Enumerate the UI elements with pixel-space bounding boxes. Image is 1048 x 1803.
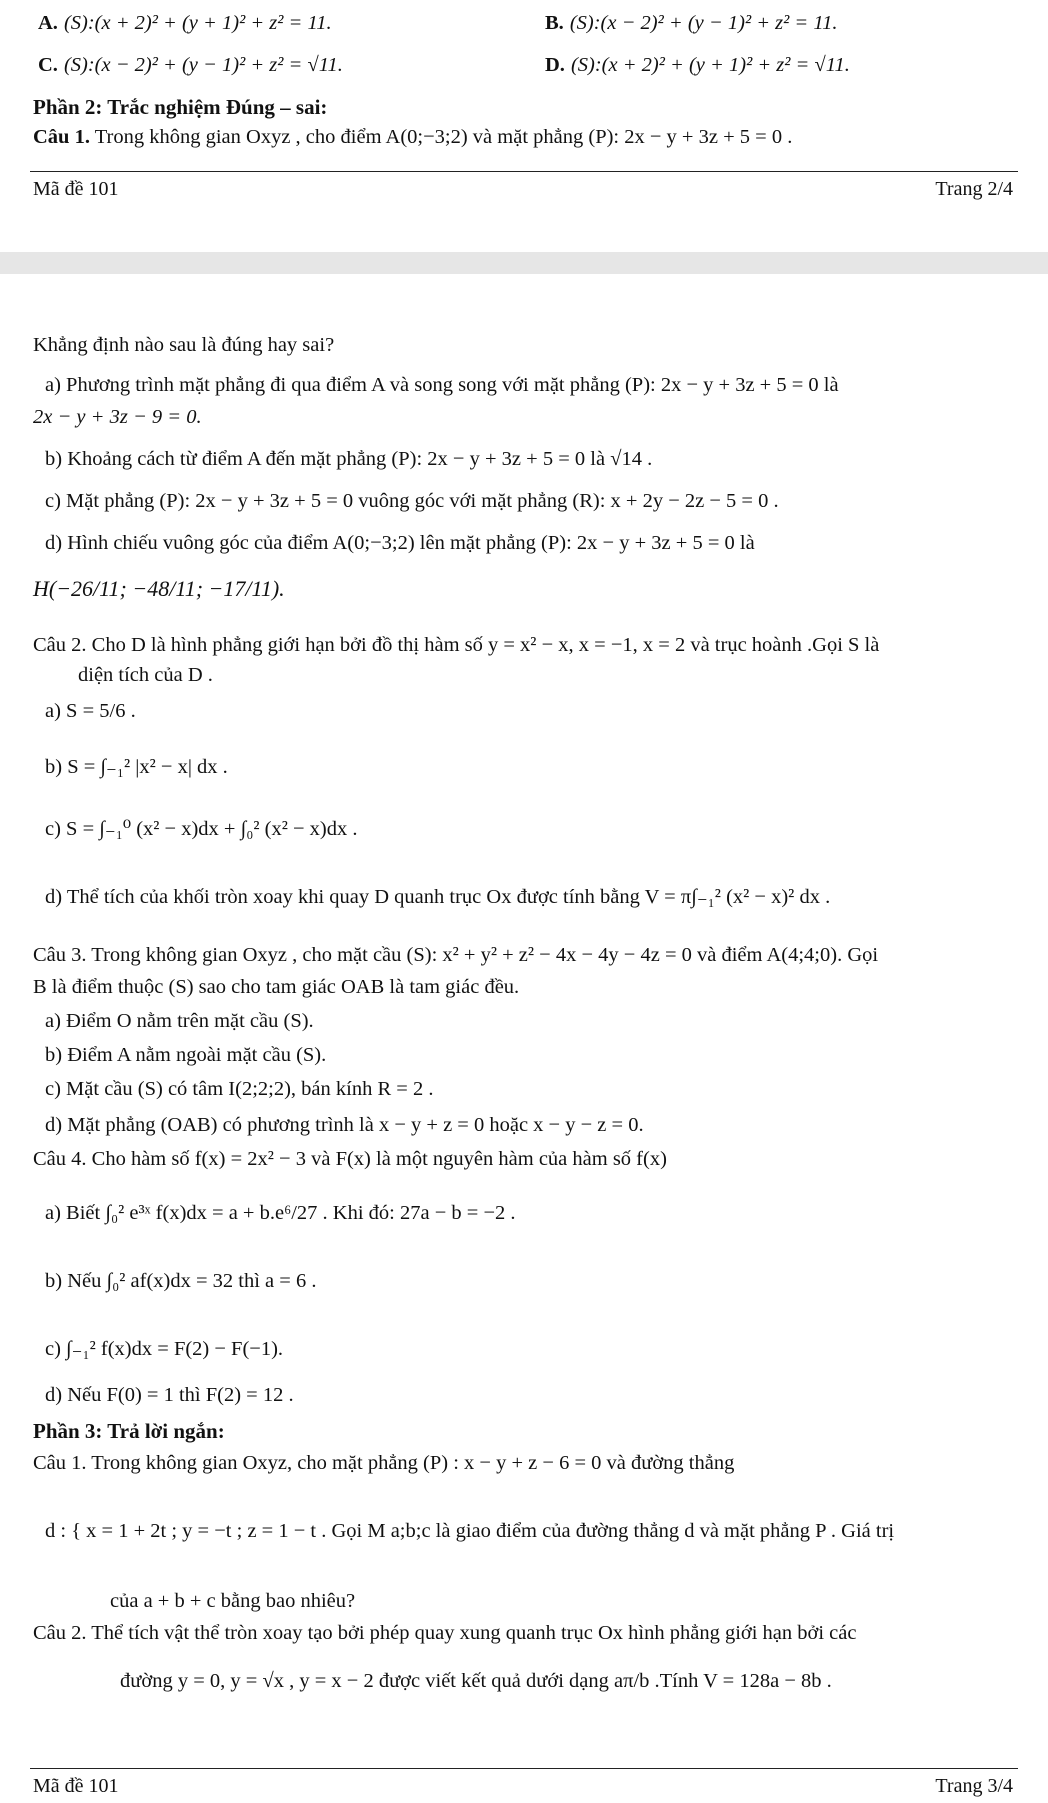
question-2: Câu 2. Cho D là hình phẳng giới hạn bởi đồ thị hàm số y = x² − x, x = −1, x = 2 và trục hoành .Gọi S là <box>33 634 880 656</box>
q1-prompt: Khẳng định nào sau là đúng hay sai? <box>33 334 335 356</box>
q2-statement-c: c) S = ∫₋₁⁰ (x² − x)dx + ∫₀² (x² − x)dx . <box>45 818 358 840</box>
part3-question-2-cont: đường y = 0, y = √x , y = x − 2 được viết kết quả dưới dạng aπ/b .Tính V = 128a − 8b . <box>120 1670 832 1692</box>
option-a: A. (S):(x + 2)² + (y + 1)² + z² = 11. <box>38 12 332 34</box>
q3-statement-a: a) Điểm O nằm trên mặt cầu (S). <box>45 1010 314 1032</box>
page-gap <box>0 252 1048 274</box>
page-2-bottom <box>0 0 1048 252</box>
q4-statement-c: c) ∫₋₁² f(x)dx = F(2) − F(−1). <box>45 1338 284 1360</box>
footer-rule <box>30 1768 1018 1769</box>
question-1: Câu 1. Trong không gian Oxyz , cho điểm A(0;−3;2) và mặt phẳng (P): 2x − y + 3z + 5 = 0 . <box>33 126 793 148</box>
question-3-cont: B là điểm thuộc (S) sao cho tam giác OAB là tam giác đều. <box>33 976 520 998</box>
question-2-cont: diện tích của D . <box>78 664 213 686</box>
q3-statement-b: b) Điểm A nằm ngoài mặt cầu (S). <box>45 1044 327 1066</box>
q2-statement-a: a) S = 5/6 . <box>45 700 136 722</box>
q3-statement-d: d) Mặt phẳng (OAB) có phương trình là x − y + z = 0 hoặc x − y − z = 0. <box>45 1114 644 1136</box>
q1-statement-c: c) Mặt phẳng (P): 2x − y + 3z + 5 = 0 vuông góc với mặt phẳng (R): x + 2y − 2z − 5 = 0 . <box>45 490 779 512</box>
option-d: D. (S):(x + 2)² + (y + 1)² + z² = √11. <box>545 54 850 76</box>
option-b: B. (S):(x − 2)² + (y − 1)² + z² = 11. <box>545 12 838 34</box>
part3-question-1-cont: của a + b + c bằng bao nhiêu? <box>110 1590 356 1612</box>
q4-statement-d: d) Nếu F(0) = 1 thì F(2) = 12 . <box>45 1384 294 1406</box>
q4-statement-b: b) Nếu ∫₀² af(x)dx = 32 thì a = 6 . <box>45 1270 317 1292</box>
q2-statement-b: b) S = ∫₋₁² |x² − x| dx . <box>45 756 228 778</box>
option-c: C. (S):(x − 2)² + (y − 1)² + z² = √11. <box>38 54 343 76</box>
part3-heading: Phần 3: Trả lời ngắn: <box>33 1419 225 1443</box>
part2-heading: Phần 2: Trắc nghiệm Đúng – sai: <box>33 95 328 119</box>
q1-statement-a-cont: 2x − y + 3z − 9 = 0. <box>33 406 202 428</box>
part3-question-1-line: d : { x = 1 + 2t ; y = −t ; z = 1 − t . Gọi M a;b;c là giao điểm của đường thẳng d và mặt phẳng P . Giá trị <box>45 1520 895 1542</box>
part3-question-1: Câu 1. Trong không gian Oxyz, cho mặt phẳng (P) : x − y + z − 6 = 0 và đường thẳng <box>33 1452 735 1474</box>
q1-statement-a: a) Phương trình mặt phẳng đi qua điểm A và song song với mặt phẳng (P): 2x − y + 3z + 5 = 0 là <box>45 374 839 396</box>
q4-statement-a: a) Biết ∫₀² e³ˣ f(x)dx = a + b.e⁶/27 . Khi đó: 27a − b = −2 . <box>45 1202 516 1224</box>
footer-code: Mã đề 101 <box>33 1775 119 1797</box>
footer-rule <box>30 171 1018 172</box>
footer-page: Trang 2/4 <box>935 178 1013 200</box>
question-4: Câu 4. Cho hàm số f(x) = 2x² − 3 và F(x) là một nguyên hàm của hàm số f(x) <box>33 1148 667 1170</box>
q1-statement-d-cont: H(−26/11; −48/11; −17/11). <box>33 576 285 601</box>
footer-code: Mã đề 101 <box>33 178 119 200</box>
q1-statement-d: d) Hình chiếu vuông góc của điểm A(0;−3;2) lên mặt phẳng (P): 2x − y + 3z + 5 = 0 là <box>45 532 755 554</box>
part3-question-2: Câu 2. Thể tích vật thể tròn xoay tạo bởi phép quay xung quanh trục Ox hình phẳng giới hạn bởi các <box>33 1622 857 1644</box>
q3-statement-c: c) Mặt cầu (S) có tâm I(2;2;2), bán kính R = 2 . <box>45 1078 434 1100</box>
footer-page: Trang 3/4 <box>935 1775 1013 1797</box>
q1-statement-b: b) Khoảng cách từ điểm A đến mặt phẳng (P): 2x − y + 3z + 5 = 0 là √14 . <box>45 448 653 470</box>
question-3: Câu 3. Trong không gian Oxyz , cho mặt cầu (S): x² + y² + z² − 4x − 4y − 4z = 0 và điểm A(4;4;0). Gọi <box>33 944 879 966</box>
q2-statement-d: d) Thể tích của khối tròn xoay khi quay D quanh trục Ox được tính bằng V = π∫₋₁² (x² − x)² dx . <box>45 886 831 908</box>
page-3 <box>0 274 1048 1803</box>
